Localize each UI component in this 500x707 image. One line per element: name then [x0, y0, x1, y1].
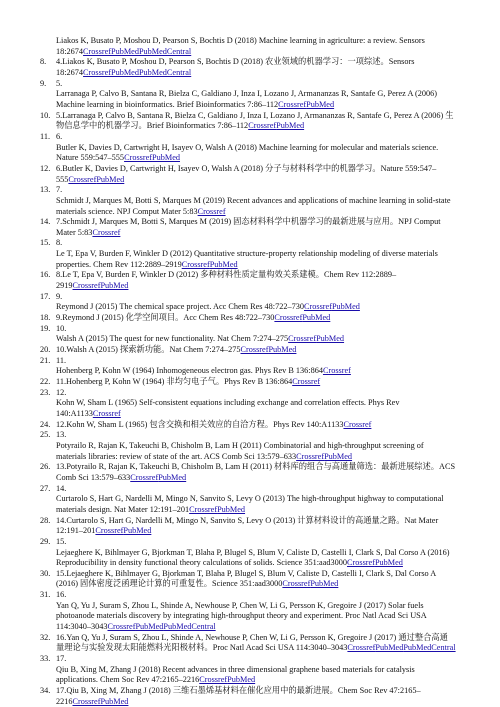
reference-item — [16, 57, 486, 78]
reference-text: Yan Q, Yu J, Suram S, Zhou L, Shinde A, Newhouse P, Chen W, Li G, Persson K, Gregoire J (2017) Solar fuels — [56, 600, 424, 610]
reference-text: 16.Yan Q, Yu J, Suram S, Zhou L, Shinde A, Newhouse P, Chen W, Li G, Persson K, Gregoire J (2017) 通过整合高通 — [56, 632, 448, 642]
reference-number: 9. — [40, 78, 47, 88]
reference-line — [56, 57, 486, 68]
reference-line — [56, 175, 486, 186]
reference-line — [56, 164, 486, 175]
reference-number: 27. — [40, 483, 51, 493]
reference-item — [16, 345, 486, 356]
reference-line — [56, 324, 486, 335]
reference-text: 11. — [56, 355, 67, 365]
reference-line — [56, 420, 486, 431]
reference-line — [56, 516, 486, 527]
reference-line — [56, 590, 486, 601]
reference-line — [56, 143, 486, 154]
reference-item — [16, 111, 486, 132]
reference-line — [56, 569, 486, 580]
reference-item — [16, 494, 486, 515]
reference-text: 12.Kohn W, Sham L (1965) 包含交换和相关效应的自洽方程。Phys Rev 140:A1133 — [56, 419, 344, 429]
crossref-link[interactable]: Crossref — [72, 696, 101, 706]
reference-text: Machine learning in bioinformatics. Brief Bioinformatics 7:86–112 — [56, 99, 279, 109]
reference-text: 17. — [56, 654, 67, 664]
reference-text: 14.Curtarolo S, Hart G, Nardelli M, Mingo N, Sanvito S, Levy O (2013) 计算材料设计的高通量之路。Nat Mater — [56, 515, 439, 525]
reference-line — [56, 100, 486, 111]
reference-text: 8.Le T, Epa V, Burden F, Winkler D (2012) 多种材料性质定量构效关系建模。Chem Rev 112:2889– — [56, 270, 397, 280]
reference-line — [56, 697, 486, 707]
reference-item — [16, 590, 486, 601]
reference-item — [16, 302, 486, 313]
reference-text: 18:2674 — [56, 46, 84, 56]
crossref-link[interactable]: Crossref — [322, 366, 351, 376]
pubmed-link[interactable]: PubMed — [375, 643, 404, 653]
reference-text: 15.Lejaeghere K, Bihlmayer G, Bjorkman T, Blaha P, Blugel S, Blum V, Caliste D, Castelli I, Clark S, Dal Corso A — [56, 568, 437, 578]
reference-text: Le T, Epa V, Burden F, Winkler D (2012) Quantitative structure-property relationship modeling of diverse materials — [56, 249, 438, 259]
reference-line — [56, 36, 486, 47]
reference-text: 2919 — [56, 281, 73, 291]
reference-text: 量理论与实验发现太阳能燃料光阳极材料。Proc Natl Acad Sci USA 114:3040–3043 — [56, 643, 348, 653]
crossref-link[interactable]: Crossref — [278, 99, 307, 109]
reference-number: 13. — [40, 185, 51, 195]
crossref-link[interactable]: Crossref — [83, 46, 111, 56]
reference-text: 5. — [56, 78, 63, 88]
reference-text: Reymond J (2015) The chemical space project. Acc Chem Res 48:722–730 — [56, 302, 304, 312]
reference-text: 12:191–201 — [56, 526, 96, 536]
reference-line — [56, 505, 486, 516]
reference-item — [16, 548, 486, 569]
pubmed-link[interactable]: PubMed — [100, 281, 129, 291]
reference-line — [56, 675, 486, 686]
reference-number: 32. — [40, 632, 51, 642]
crossref-link[interactable]: Crossref — [72, 281, 101, 291]
reference-line — [56, 238, 486, 249]
reference-line — [56, 441, 486, 452]
reference-text: 10.Walsh A (2015) 探索新功能。Nat Chem 7:274–275 — [56, 345, 241, 355]
crossref-link[interactable]: Crossref — [240, 345, 269, 355]
reference-line — [56, 249, 486, 260]
pubmed-link[interactable]: PubMed — [268, 345, 297, 355]
reference-text: Qiu B, Xing M, Zhang J (2018) Recent advances in three dimensional graphene based materials for catalysis — [56, 664, 415, 674]
pubmed-link[interactable]: PubMed — [331, 302, 360, 312]
reference-number: 16. — [40, 270, 51, 280]
reference-item — [16, 398, 486, 419]
reference-line — [56, 68, 486, 79]
crossref-link[interactable]: Crossref — [189, 504, 218, 514]
pubmedcentral-link[interactable]: PubMedCentral — [138, 67, 192, 77]
crossref-link[interactable]: Crossref — [343, 419, 372, 429]
reference-text: 2216 — [56, 696, 73, 706]
reference-item — [16, 143, 486, 164]
reference-text: 11.Hohenberg P, Kohn W (1964) 非均匀电子气。Phys Rev B 136:864 — [56, 377, 293, 386]
reference-line — [56, 462, 486, 473]
reference-number: 23. — [40, 387, 51, 397]
reference-text: Mater 5:83 — [56, 227, 93, 237]
pubmed-link[interactable]: PubMed — [100, 696, 129, 706]
reference-number: 26. — [40, 462, 51, 472]
reference-line — [56, 473, 486, 484]
reference-item — [16, 430, 486, 441]
reference-line — [56, 47, 486, 58]
reference-text: properties. Chem Rev 112:2889–2919 — [56, 259, 182, 269]
pubmed-link[interactable]: PubMed — [152, 153, 180, 163]
reference-line — [56, 409, 486, 420]
reference-number: 24. — [40, 419, 51, 429]
crossref-link[interactable]: Crossref — [92, 227, 121, 237]
reference-number: 17. — [40, 291, 51, 301]
crossref-link[interactable]: Crossref — [347, 643, 376, 653]
reference-line — [56, 548, 486, 559]
reference-text: 14. — [56, 483, 67, 493]
crossref-link[interactable]: Crossref — [282, 579, 311, 589]
reference-line — [56, 611, 486, 622]
pubmed-link[interactable]: PubMed — [374, 558, 403, 568]
reference-text: 16. — [56, 590, 67, 600]
pubmed-link[interactable]: PubMed — [209, 259, 238, 269]
reference-item — [16, 217, 486, 238]
pubmed-link[interactable]: PubMed — [96, 174, 125, 184]
reference-text: 物信息学中的机器学习。Brief Bioinformatics 7:86–112 — [56, 121, 249, 131]
reference-text: 555 — [56, 174, 69, 184]
reference-number: 8. — [40, 57, 47, 67]
reference-text: 6.Butler K, Davies D, Cartwright H, Isayev O, Walsh A (2018) 分子与材料科学中的机器学习。Nature 559:547– — [56, 163, 437, 173]
reference-item — [16, 196, 486, 217]
pubmedcentral-link[interactable]: PubMedCentral — [403, 643, 456, 653]
reference-list — [16, 36, 486, 707]
crossref-link[interactable]: Crossref — [288, 334, 317, 344]
reference-line — [56, 132, 486, 143]
reference-text: 12. — [56, 387, 67, 397]
reference-number: 33. — [40, 654, 51, 664]
reference-line — [56, 111, 486, 122]
reference-text: Schmidt J, Marques M, Botti S, Marques M (2019) Recent advances and applications of machine learning in solid-state — [56, 195, 451, 205]
reference-line — [56, 388, 486, 399]
reference-line — [56, 270, 486, 281]
reference-line — [56, 452, 486, 463]
reference-line — [56, 377, 486, 388]
pubmed-link[interactable]: PubMed — [111, 67, 139, 77]
reference-number: 15. — [40, 238, 51, 248]
crossref-link[interactable]: Crossref — [92, 408, 121, 418]
reference-text: 140:A1133 — [56, 408, 93, 418]
pubmedcentral-link[interactable]: PubMedCentral — [163, 622, 216, 632]
reference-number: 14. — [40, 217, 51, 227]
reference-text: 10. — [56, 323, 67, 333]
reference-item — [16, 292, 486, 303]
reference-item — [16, 654, 486, 665]
reference-line — [56, 292, 486, 303]
reference-text: Kohn W, Sham L (1965) Self-consistent equations including exchange and correlation effects. Phys Rev — [56, 398, 400, 408]
reference-text: 5.Larranaga P, Calvo B, Santana R, Bielza C, Galdiano J, Inza I, Lozano J, Armananzas R, Santafe G, Perez A (2006) 生 — [56, 110, 454, 120]
reference-line — [56, 494, 486, 505]
reference-line — [56, 537, 486, 548]
reference-text: materials libraries: review of state of the art. ACS Comb Sci 13:579–633 — [56, 451, 297, 461]
pubmed-link[interactable]: PubMed — [217, 504, 246, 514]
reference-line — [56, 281, 486, 292]
reference-text: 13. — [56, 430, 67, 440]
crossref-link[interactable]: Crossref — [124, 153, 153, 163]
reference-item — [16, 388, 486, 399]
reference-text: 7. — [56, 185, 63, 195]
crossref-link[interactable]: Crossref — [296, 451, 325, 461]
reference-line — [56, 153, 486, 164]
reference-number: 31. — [40, 590, 51, 600]
reference-text: Lejaeghere K, Bihlmayer G, Bjorkman T, Blaha P, Blugel S, Blum V, Caliste D, Castelli I, Clark S, Dal Corso A (2016) — [56, 547, 450, 557]
reference-item — [16, 633, 486, 654]
reference-text: 15. — [56, 536, 67, 546]
crossref-link[interactable]: Crossref — [346, 558, 375, 568]
pubmed-link[interactable]: PubMed — [310, 579, 339, 589]
pubmed-link[interactable]: PubMed — [302, 313, 331, 323]
reference-number: 19. — [40, 323, 51, 333]
reference-line — [56, 228, 486, 239]
reference-line — [56, 217, 486, 228]
reference-text: Potyrailo R, Rajan K, Takeuchi B, Chisholm B, Lam H (2011) Combinatorial and high-throughput screening of — [56, 440, 424, 450]
reference-text: Curtarolo S, Hart G, Nardelli M, Mingo N, Sanvito S, Levy O (2013) The high-throughput highway to computational — [56, 494, 444, 504]
reference-number: 25. — [40, 430, 51, 440]
crossref-link[interactable]: Crossref — [107, 622, 136, 632]
crossref-link[interactable]: Crossref — [68, 174, 97, 184]
reference-item — [16, 270, 486, 291]
pubmedcentral-link[interactable]: PubMedCentral — [138, 46, 192, 56]
reference-item — [16, 441, 486, 462]
reference-number: 22. — [40, 377, 51, 386]
reference-text: Butler K, Davies D, Cartwright H, Isayev O, Walsh A (2018) Machine learning for molecular and materials science. — [56, 142, 439, 152]
reference-line — [56, 484, 486, 495]
reference-number: 12. — [40, 163, 51, 173]
crossref-link[interactable]: Crossref — [95, 526, 124, 536]
reference-number: 18. — [40, 313, 51, 323]
pubmed-link[interactable]: PubMed — [316, 334, 345, 344]
reference-text: 8. — [56, 238, 63, 248]
reference-line — [56, 622, 486, 633]
reference-line — [56, 398, 486, 409]
reference-item — [16, 516, 486, 537]
reference-item — [16, 89, 486, 110]
reference-item — [16, 686, 486, 707]
reference-text: Hohenberg P, Kohn W (1964) Inhomogeneous electron gas. Phys Rev B 136:864 — [56, 366, 323, 376]
reference-line — [56, 665, 486, 676]
reference-line — [56, 579, 486, 590]
pubmed-link[interactable]: PubMed — [324, 451, 353, 461]
reference-line — [56, 356, 486, 367]
reference-number: 28. — [40, 515, 51, 525]
pubmed-link[interactable]: PubMed — [276, 121, 305, 131]
reference-line — [56, 302, 486, 313]
pubmed-link[interactable]: PubMed — [306, 99, 335, 109]
reference-line — [56, 633, 486, 644]
reference-item — [16, 462, 486, 483]
reference-text: 9. — [56, 291, 63, 301]
pubmed-link[interactable]: PubMed — [135, 622, 164, 632]
reference-number: 29. — [40, 536, 51, 546]
reference-line — [56, 196, 486, 207]
reference-item — [16, 238, 486, 249]
reference-text: materials design. Nat Mater 12:191–201 — [56, 504, 190, 514]
reference-item — [16, 601, 486, 633]
reference-text: 17.Qiu B, Xing M, Zhang J (2018) 三维石墨烯基材料在催化应用中的最新进展。Chem Soc Rev 47:2165– — [56, 686, 421, 696]
reference-line — [56, 686, 486, 697]
reference-line — [56, 207, 486, 218]
reference-item — [16, 366, 486, 377]
reference-text: 7.Schmidt J, Marques M, Botti S, Marques M (2019) 固态材料科学中机器学习的最新进展与应用。NPJ Comput — [56, 217, 441, 227]
reference-item — [16, 79, 486, 90]
crossref-link[interactable]: Crossref — [130, 472, 159, 482]
reference-text: 6. — [56, 131, 63, 141]
reference-line — [56, 366, 486, 377]
reference-text: Comb Sci 13:579–633 — [56, 472, 131, 482]
reference-text: 4.Liakos K, Busato P, Moshou D, Pearson S, Bochtis D (2018) 农业领域的机器学习：一项综述。Sensors — [56, 57, 415, 67]
reference-text: applications. Chem Soc Rev 47:2165–2216 — [56, 675, 200, 685]
reference-line — [56, 185, 486, 196]
reference-line — [56, 345, 486, 356]
reference-item — [16, 185, 486, 196]
reference-line — [56, 601, 486, 612]
reference-number: 34. — [40, 686, 51, 696]
reference-text: Walsh A (2015) The quest for new functionality. Nat Chem 7:274–275 — [56, 334, 289, 344]
crossref-link[interactable]: Crossref — [303, 302, 332, 312]
reference-item — [16, 36, 486, 57]
pubmed-link[interactable]: PubMed — [158, 472, 187, 482]
crossref-link[interactable]: Crossref — [292, 377, 321, 386]
crossref-link[interactable]: Crossref — [197, 206, 226, 216]
reference-item — [16, 334, 486, 345]
reference-text: Nature 559:547–555 — [56, 153, 125, 163]
reference-text: 114:3040–3043 — [56, 622, 108, 632]
reference-item — [16, 484, 486, 495]
reference-text: Larranaga P, Calvo B, Santana R, Bielza C, Galdiano J, Inza I, Lozano J, Armananzas R, Santafe G, Perez A (2006) — [56, 89, 437, 99]
reference-text: photoanode materials discovery by integrating high-throughput theory and experiment. Proc Natl Acad Sci USA — [56, 611, 427, 621]
reference-item — [16, 164, 486, 185]
crossref-link[interactable]: Crossref — [181, 259, 210, 269]
reference-line — [56, 526, 486, 537]
reference-text: (2016) 固体密度泛函理论计算的可重复性。Science 351:aad3000 — [56, 579, 283, 589]
reference-line — [56, 643, 486, 654]
reference-item — [16, 420, 486, 431]
reference-line — [56, 121, 486, 132]
reference-number: 30. — [40, 568, 51, 578]
reference-line — [56, 89, 486, 100]
reference-line — [56, 260, 486, 271]
reference-item — [16, 356, 486, 367]
reference-item — [16, 377, 486, 388]
reference-line — [56, 313, 486, 324]
pubmed-link[interactable]: PubMed — [227, 675, 256, 685]
reference-text: 18:2674 — [56, 67, 84, 77]
reference-item — [16, 313, 486, 324]
reference-number: 10. — [40, 110, 51, 120]
crossref-link[interactable]: Crossref — [248, 121, 277, 131]
reference-item — [16, 537, 486, 548]
pubmed-link[interactable]: PubMed — [123, 526, 152, 536]
reference-item — [16, 569, 486, 590]
reference-text: Reproducibility in density functional theory calculations of solids. Science 351:aad3000 — [56, 558, 347, 568]
reference-item — [16, 249, 486, 270]
crossref-link[interactable]: Crossref — [83, 67, 111, 77]
crossref-link[interactable]: Crossref — [274, 313, 303, 323]
reference-number: 20. — [40, 345, 51, 355]
pubmed-link[interactable]: PubMed — [111, 46, 139, 56]
reference-line — [56, 79, 486, 90]
crossref-link[interactable]: Crossref — [199, 675, 228, 685]
reference-number: 11. — [40, 131, 51, 141]
reference-text: 9.Reymond J (2015) 化学空间项目。Acc Chem Res 48:722–730 — [56, 313, 275, 323]
reference-text: 13.Potyrailo R, Rajan K, Takeuchi B, Chisholm B, Lam H (2011) 材料库的组合与高通量筛选：最新进展综述。ACS — [56, 462, 456, 472]
reference-item — [16, 665, 486, 686]
reference-line — [56, 430, 486, 441]
reference-line — [56, 558, 486, 569]
reference-text: materials science. NPJ Comput Mater 5:83 — [56, 206, 198, 216]
reference-line — [56, 334, 486, 345]
reference-item — [16, 132, 486, 143]
reference-text: Liakos K, Busato P, Moshou D, Pearson S, Bochtis D (2018) Machine learning in agriculture: a review. Sensors — [56, 36, 425, 45]
reference-number: 21. — [40, 355, 51, 365]
reference-item — [16, 324, 486, 335]
reference-line — [56, 654, 486, 665]
